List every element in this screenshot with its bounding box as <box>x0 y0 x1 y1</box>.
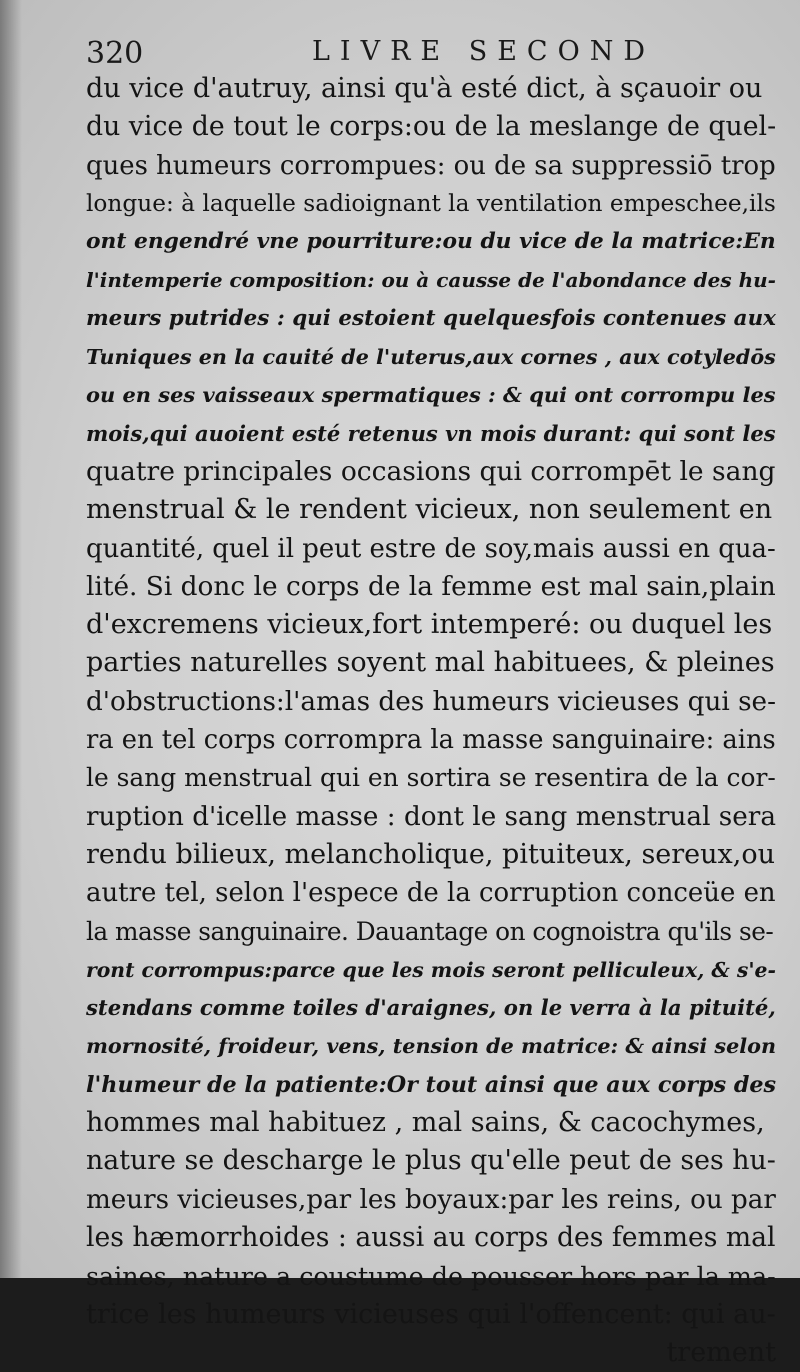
text-line: hommes mal habituez , mal sains, & cacochymes, <box>86 1107 765 1139</box>
text-line: ront corrompus:parce que les mois seront pelliculeux, & s'e- <box>86 957 776 982</box>
text-line: ruption d'icelle masse : dont le sang menstrual sera <box>86 801 776 832</box>
page-number: 320 <box>86 36 144 71</box>
text-line: rendu bilieux, melancholique, pituiteux, sereux,ou <box>86 838 776 870</box>
text-line: nature se descharge le plus qu'elle peut de ses hu- <box>86 1145 776 1177</box>
text-line: trice les humeurs vicieuses qui l'offencent: qui au- <box>86 1298 776 1330</box>
text-line: ou en ses vaisseaux spermatiques : & qui ont corrompu les <box>86 382 776 408</box>
text-line: lité. Si donc le corps de la femme est mal sain,plain <box>86 571 776 602</box>
text-line: mois,qui auoient esté retenus vn mois durant: qui sont les <box>86 420 776 446</box>
text-line: le sang menstrual qui en sortira se resentira de la cor- <box>86 763 776 793</box>
running-title: LIVRE SECOND <box>312 36 655 67</box>
text-line: parties naturelles soyent mal habituees, & pleines <box>86 647 775 679</box>
text-line: autre tel, selon l'espece de la corruption conceüe en <box>86 878 776 909</box>
text-line: Tuniques en la cauité de l'uterus,aux cornes , aux cotyledōs <box>86 345 776 370</box>
text-line: quantité, quel il peut estre de soy,mais aussi en qua- <box>86 533 776 564</box>
text-line: ra en tel corps corrompra la masse sanguinaire: ains <box>86 725 776 756</box>
text-line: les hæmorrhoides : aussi au corps des femmes mal <box>86 1221 776 1253</box>
text-line: d'excremens vicieux,fort intemperé: ou duquel les <box>86 609 773 641</box>
text-line: saines, nature a coustume de pousser hors par la ma- <box>86 1261 776 1292</box>
text-line: menstrual & le rendent vicieux, non seulement en <box>86 494 773 526</box>
text-line: meurs vicieuses,par les boyaux:par les reins, ou par <box>86 1184 776 1215</box>
text-line: stendans comme toiles d'araignes, on le verra à la pituité, <box>86 995 776 1021</box>
text-line: d'obstructions:l'amas des humeurs vicieuses qui se- <box>86 686 776 717</box>
body-text <box>86 70 776 1372</box>
text-line: l'humeur de la patiente:Or tout ainsi que aux corps des <box>86 1071 777 1098</box>
text-line: ques humeurs corrompues: ou de sa suppressiō trop <box>86 150 776 181</box>
text-line: ont engendré vne pourriture:ou du vice de la matrice:En <box>86 229 776 255</box>
text-line: meurs putrides : qui estoient quelquesfois contenues aux <box>86 305 776 331</box>
catchword: trement <box>666 1336 776 1368</box>
text-line: quatre principales occasions qui corrompēt le sang <box>86 455 776 487</box>
text-line: du vice de tout le corps:ou de la meslange de quel- <box>86 111 777 143</box>
text-line: la masse sanguinaire. Dauantage on cognoistra qu'ils se- <box>86 916 774 946</box>
text-line: du vice d'autruy, ainsi qu'à esté dict, à sçauoir ou <box>86 73 763 104</box>
text-line: l'intemperie composition: ou à causse de l'abondance des hu- <box>86 268 776 293</box>
text-line: mornosité, froideur, vens, tension de matrice: & ainsi selon <box>86 1034 777 1059</box>
gutter-shadow <box>0 0 22 1278</box>
text-line: longue: à laquelle sadioignant la ventilation empeschee,ils <box>86 189 776 217</box>
